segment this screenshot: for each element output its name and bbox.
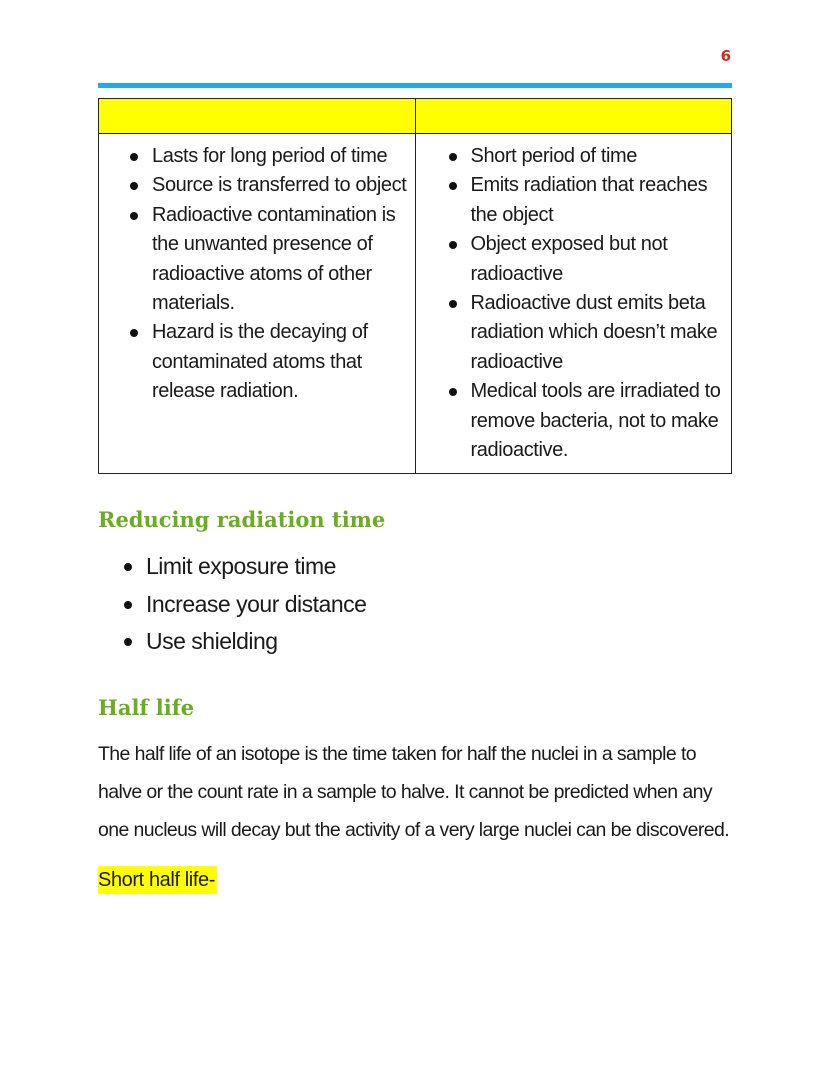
- list-item: Source is transferred to object: [152, 171, 409, 200]
- page-number: 6: [720, 47, 731, 65]
- half-life-paragraph: The half life of an isotope is the time taken for half the nuclei in a sample to halve or the count rate in a sample to halve. It cannot be predicted when any one nucleus will decay but the activity of a very large nuclei can be discovered.: [98, 743, 730, 842]
- list-item: Limit exposure time: [146, 548, 366, 586]
- list-item: Use shielding: [146, 623, 366, 661]
- short-half-life-highlight: Short half life-: [98, 866, 217, 894]
- left-bullet-list: [99, 142, 409, 407]
- list-item: Object exposed but not radioactive: [471, 230, 726, 289]
- list-item: Radioactive contamination is the unwanted presence of radioactive atoms of other materials.: [152, 201, 409, 319]
- list-item: Emits radiation that reaches the object: [471, 171, 726, 230]
- list-item: Radioactive dust emits beta radiation which doesn’t make radioactive: [471, 289, 726, 377]
- reducing-radiation-list: [98, 548, 366, 661]
- right-bullet-list: [416, 142, 726, 465]
- table-cell-left: [99, 134, 416, 474]
- half-life-heading: Half life: [98, 695, 195, 720]
- list-item: Short period of time: [471, 142, 726, 171]
- list-item: Medical tools are irradiated to remove bacteria, not to make radioactive.: [471, 377, 726, 465]
- table-row: [99, 134, 732, 474]
- comparison-table: [98, 98, 732, 474]
- table-header-row: [99, 99, 732, 134]
- table-cell-right: [415, 134, 732, 474]
- list-item: Lasts for long period of time: [152, 142, 409, 171]
- list-item: Hazard is the decaying of contaminated atoms that release radiation.: [152, 318, 409, 406]
- list-item: Increase your distance: [146, 586, 366, 624]
- reducing-radiation-heading: Reducing radiation time: [98, 507, 386, 532]
- header-rule: [98, 83, 732, 88]
- table-header-cell-left: [99, 99, 416, 134]
- table-header-cell-right: [415, 99, 732, 134]
